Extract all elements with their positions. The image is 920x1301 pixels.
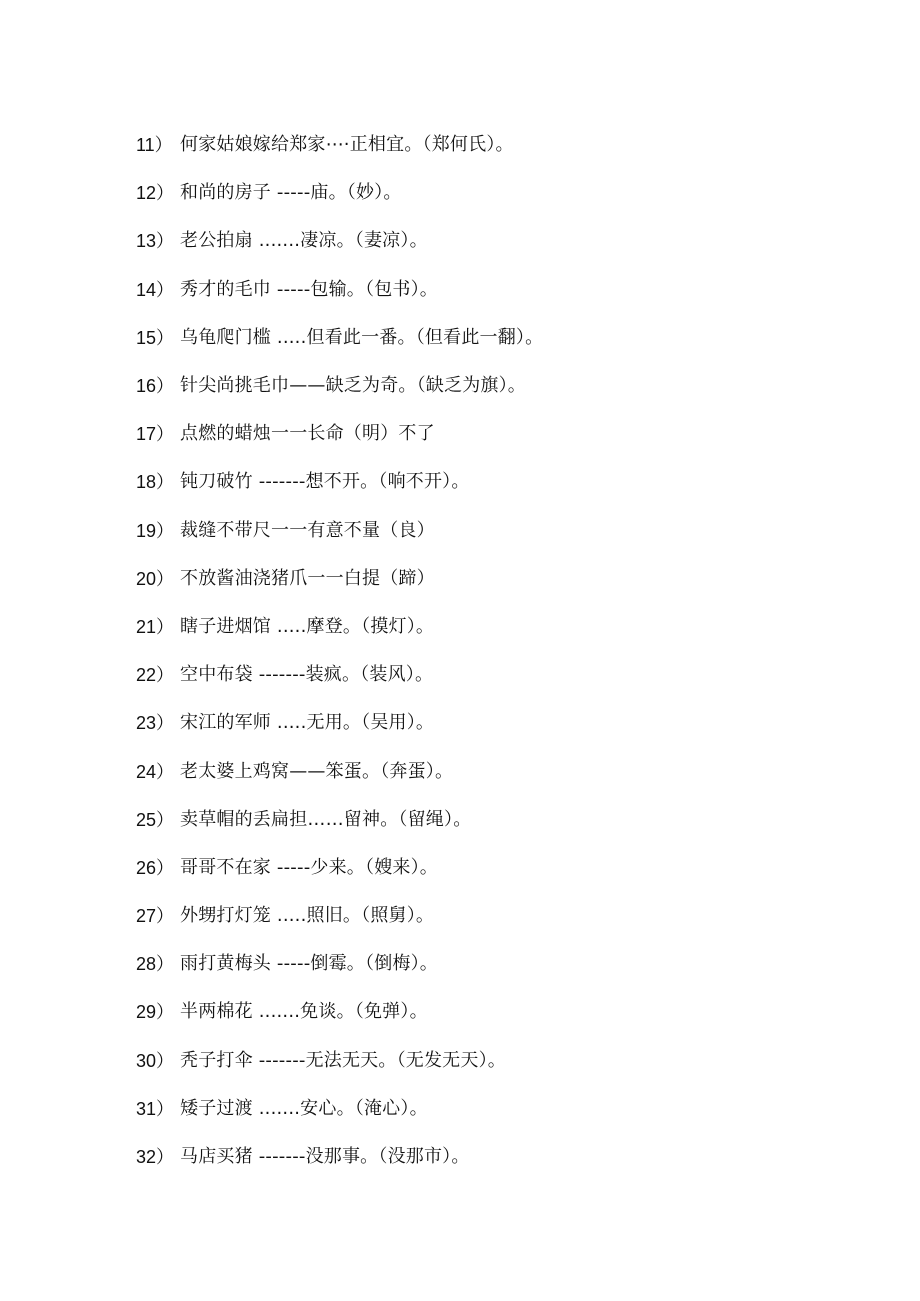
item-text: 瞎子进烟馆 .....摩登。（摸灯）。 bbox=[180, 615, 435, 637]
item-number: 19） bbox=[136, 520, 175, 541]
item-number: 21） bbox=[136, 616, 175, 637]
list-item bbox=[136, 844, 856, 892]
list-item bbox=[136, 988, 856, 1036]
item-text: 裁缝不带尺一一有意不量（良） bbox=[180, 519, 435, 541]
item-text: 何家姑娘嫁给郑家⋯·正相宜。（郑何氏）。 bbox=[180, 134, 514, 156]
item-number: 26） bbox=[136, 857, 175, 878]
item-number: 17） bbox=[136, 424, 175, 445]
item-number: 31） bbox=[136, 1098, 175, 1119]
item-number: 30） bbox=[136, 1050, 175, 1071]
list-item bbox=[136, 603, 856, 651]
riddle-list bbox=[136, 121, 856, 1181]
item-number: 20） bbox=[136, 568, 175, 589]
item-number: 27） bbox=[136, 906, 175, 927]
list-item bbox=[136, 121, 856, 169]
list-item bbox=[136, 555, 856, 603]
item-text: 空中布袋 -------装疯。（装风）。 bbox=[180, 664, 434, 686]
item-number: 13） bbox=[136, 231, 175, 252]
list-item bbox=[136, 699, 856, 747]
item-number: 24） bbox=[136, 761, 175, 782]
list-item bbox=[136, 892, 856, 940]
list-item bbox=[136, 314, 856, 362]
item-number: 16） bbox=[136, 376, 175, 397]
item-text: 点燃的蜡烛一一长命（明）不了 bbox=[180, 423, 435, 445]
list-item bbox=[136, 651, 856, 699]
item-number: 32） bbox=[136, 1147, 175, 1168]
list-item bbox=[136, 747, 856, 795]
list-item bbox=[136, 458, 856, 506]
item-number: 18） bbox=[136, 472, 175, 493]
item-text: 半两棉花 .......免谈。（免弹）。 bbox=[180, 1001, 428, 1023]
item-number: 25） bbox=[136, 809, 175, 830]
item-text: 老太婆上鸡窝——笨蛋。（奔蛋）。 bbox=[180, 760, 454, 782]
item-text: 秀才的毛巾 -----包输。（包书）。 bbox=[180, 278, 438, 300]
item-text: 老公拍扇 .......凄凉。（妻凉）。 bbox=[180, 230, 428, 252]
item-text: 外甥打灯笼 .....照旧。（照舅）。 bbox=[180, 905, 435, 927]
item-text: 钝刀破竹 -------想不开。（响不开）。 bbox=[180, 471, 470, 493]
list-item bbox=[136, 507, 856, 555]
item-text: 秃子打伞 -------无法无天。（无发无天）。 bbox=[180, 1049, 506, 1071]
item-number: 12） bbox=[136, 183, 175, 204]
item-text: 马店买猪 -------没那事。（没那市）。 bbox=[180, 1146, 470, 1168]
item-text: 矮子过渡 .......安心。（淹心）。 bbox=[180, 1097, 428, 1119]
item-number: 15） bbox=[136, 327, 175, 348]
list-item bbox=[136, 410, 856, 458]
list-item bbox=[136, 169, 856, 217]
item-text: 卖草帽的丢扁担……留神。（留绳）。 bbox=[180, 808, 472, 830]
item-text: 乌龟爬门槛 .....但看此一番。（但看此一翻）。 bbox=[180, 326, 544, 348]
item-number: 22） bbox=[136, 665, 175, 686]
item-number: 14） bbox=[136, 279, 175, 300]
item-number: 28） bbox=[136, 954, 175, 975]
item-text: 和尚的房子 -----庙。（妙）。 bbox=[180, 182, 402, 204]
list-item bbox=[136, 266, 856, 314]
item-text: 哥哥不在家 -----少来。（嫂来）。 bbox=[180, 856, 438, 878]
list-item bbox=[136, 1037, 856, 1085]
list-item bbox=[136, 1133, 856, 1181]
list-item bbox=[136, 796, 856, 844]
item-number: 23） bbox=[136, 713, 175, 734]
list-item bbox=[136, 940, 856, 988]
item-text: 不放酱油浇猪爪一一白提（蹄） bbox=[180, 567, 435, 589]
list-item bbox=[136, 217, 856, 265]
item-number: 11） bbox=[136, 135, 173, 156]
item-text: 雨打黄梅头 -----倒霉。（倒梅）。 bbox=[180, 953, 438, 975]
item-text: 针尖尚挑毛巾——缺乏为奇。（缺乏为旗）。 bbox=[180, 375, 526, 397]
list-item bbox=[136, 362, 856, 410]
list-item bbox=[136, 1085, 856, 1133]
item-text: 宋江的军师 .....无用。（吴用）。 bbox=[180, 712, 435, 734]
item-number: 29） bbox=[136, 1002, 175, 1023]
